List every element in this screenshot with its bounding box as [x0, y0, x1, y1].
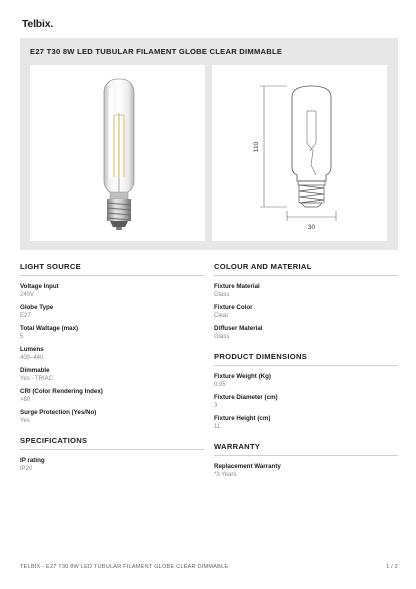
- spec-label: Fixture Color: [214, 304, 253, 311]
- spec-label: Replacement Warranty: [214, 463, 281, 470]
- spec-value: 400–440: [20, 355, 44, 361]
- spec-value: 5: [20, 334, 24, 340]
- spec-label: Surge Protection (Yes/No): [20, 409, 97, 416]
- spec-label: Total Wattage (max): [20, 325, 79, 332]
- spec-value: E27: [20, 313, 31, 319]
- spec-voltage-input: [20, 283, 204, 299]
- spec-value: 3: [214, 403, 218, 409]
- spec-replacement-warranty: [214, 463, 398, 479]
- spec-value: Yes - TRIAC: [20, 376, 54, 382]
- spec-label: Fixture Height (cm): [214, 415, 271, 422]
- spec-ip-rating: [20, 457, 204, 473]
- spec-label: Fixture Weight (Kg): [214, 373, 271, 380]
- spec-value: Glass: [214, 334, 230, 340]
- spec-globe-type: [20, 304, 204, 320]
- section-title-light-source: LIGHT SOURCE: [20, 262, 204, 276]
- telbix-logo: Telbix.: [22, 18, 54, 30]
- spec-value: Yes: [20, 418, 30, 424]
- spec-fixture-diameter: [214, 394, 398, 410]
- spec-label: Fixture Diameter (cm): [214, 394, 278, 401]
- bulb-dimension-diagram: [212, 65, 387, 241]
- section-title-product-dimensions: PRODUCT DIMENSIONS: [214, 352, 398, 366]
- spec-cri: [20, 388, 204, 404]
- product-photo: [30, 65, 205, 241]
- spec-diffuser-material: [214, 325, 398, 341]
- spec-label: IP rating: [20, 457, 45, 464]
- spec-label: Lumens: [20, 346, 44, 353]
- spec-value: Glass: [214, 292, 230, 298]
- spec-value: 240V: [20, 292, 35, 298]
- height-dimension-label: 110: [253, 141, 260, 153]
- spec-surge-protection: [20, 409, 204, 425]
- spec-value: IP20: [20, 466, 33, 472]
- spec-label: Globe Type: [20, 304, 54, 311]
- section-title-specifications: SPECIFICATIONS: [20, 436, 204, 450]
- right-spec-column: [214, 262, 398, 484]
- spec-fixture-color: [214, 304, 398, 320]
- section-title-warranty: WARRANTY: [214, 442, 398, 456]
- spec-label: Fixture Material: [214, 283, 260, 290]
- spec-label: Diffuser Material: [214, 325, 263, 332]
- spec-label: Dimmable: [20, 367, 50, 374]
- spec-label: CRI (Color Rendering Index): [20, 388, 103, 395]
- spec-value: 0.05: [214, 382, 226, 388]
- spec-fixture-height: [214, 415, 398, 431]
- spec-fixture-material: [214, 283, 398, 299]
- page-number: 1 / 2: [386, 564, 398, 570]
- spec-dimmable: [20, 367, 204, 383]
- spec-label: Voltage Input: [20, 283, 59, 290]
- spec-total-wattage: [20, 325, 204, 341]
- spec-lumens: [20, 346, 204, 362]
- section-title-colour-material: COLOUR AND MATERIAL: [214, 262, 398, 276]
- product-hero: [20, 38, 398, 250]
- width-dimension-label: 30: [307, 224, 316, 231]
- spec-value: 11: [214, 424, 221, 430]
- bulb-photo-illustration: [30, 65, 205, 241]
- dimension-drawing: [212, 65, 387, 241]
- product-title: E27 T30 8W LED TUBULAR FILAMENT GLOBE CLEAR DIMMABLE: [30, 47, 283, 56]
- spec-value: >80: [20, 397, 31, 403]
- left-spec-column: [20, 262, 204, 478]
- spec-value: Clear: [214, 313, 229, 319]
- spec-fixture-weight: [214, 373, 398, 389]
- footer-title: TELBIX - E27 T30 8W LED TUBULAR FILAMENT GLOBE CLEAR DIMMABLE: [20, 564, 229, 570]
- spec-value: *3 Years: [214, 472, 237, 478]
